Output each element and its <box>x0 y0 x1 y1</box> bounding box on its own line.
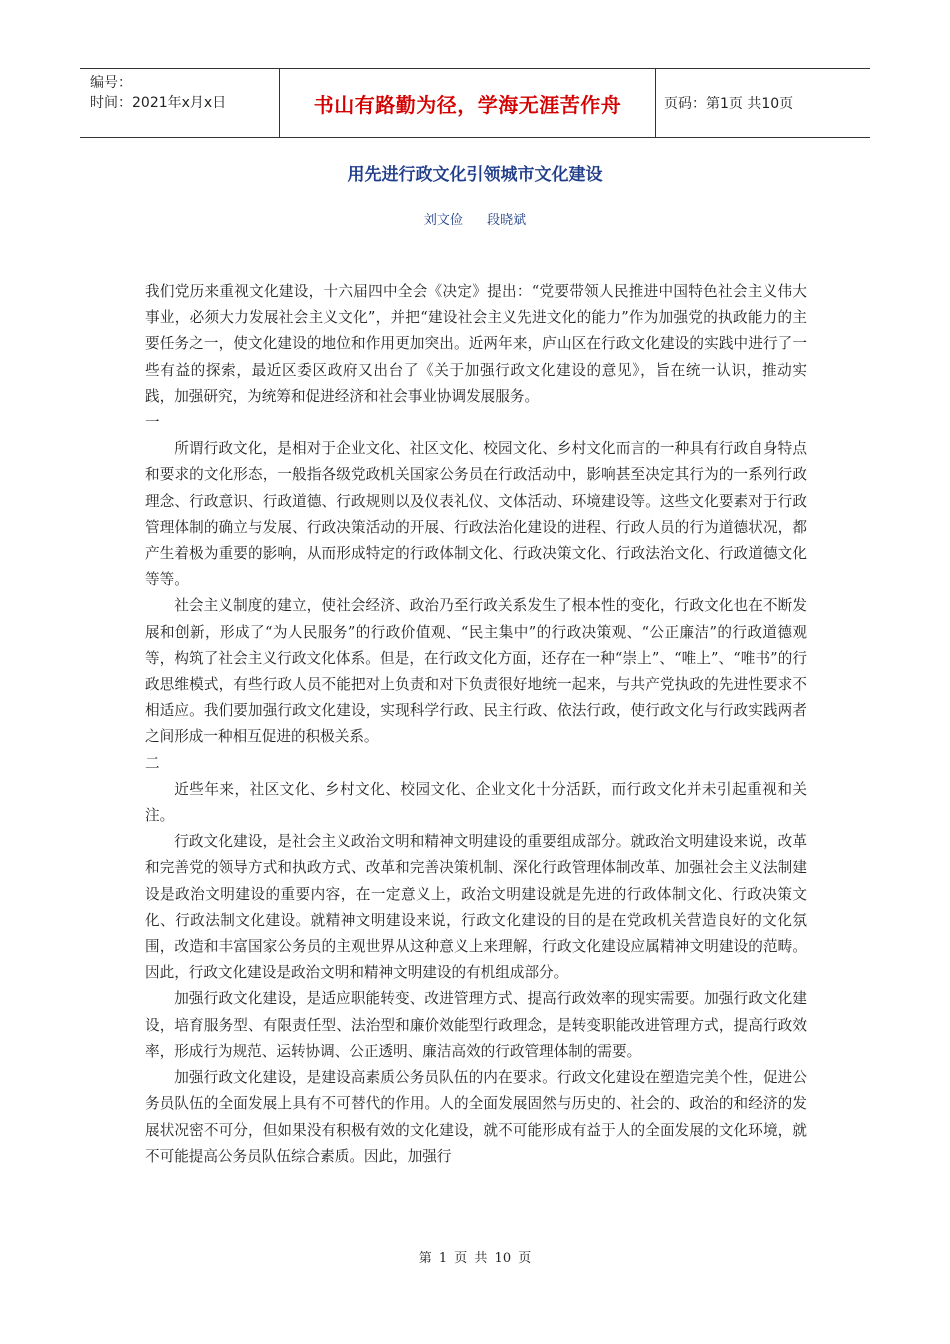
paragraph: 近些年来，社区文化、乡村文化、校园文化、企业文化十分活跃，而行政文化并未引起重视和关注。 <box>145 780 807 825</box>
page-info: 页码：第1页 共10页 <box>664 96 794 112</box>
authors <box>0 209 950 228</box>
paragraph: 行政文化建设，是社会主义政治文明和精神文明建设的重要组成部分。就政治文明建设来说，改革和完善党的领导方式和执政方式、改革和完善决策机制、深化行政管理体制改革、加强社会主义法制建设是政治文明建设的重要内容，在一定意义上，政治文明建设就是先进的行政体制文化、行政决策文化、行政法制文化建设。就精神文明建设来说，行政文化建设的目的是在党政机关营造良好的文化氛围，改造和丰富国家公务员的主观世界从这种意义上来理解，行政文化建设应属精神文明建设的范畴。因此，行政文化建设是政治文明和精神文明建设的有机组成部分。 <box>145 833 807 982</box>
paragraph: 加强行政文化建设，是适应职能转变、改进管理方式、提高行政效率的现实需要。加强行政文化建设，培育服务型、有限责任型、法治型和廉价效能型行政理念，是转变职能改进管理方式，提高行政效率，形成行为规范、运转协调、公正透明、廉洁高效的行政管理体制的需要。 <box>145 990 807 1060</box>
date-line: 时间：2021年x月x日 <box>90 95 227 111</box>
paragraph: 社会主义制度的建立，使社会经济、政治乃至行政关系发生了根本性的变化，行政文化也在不断发展和创新，形成了“为人民服务”的行政价值观、“民主集中”的行政决策观、“公正廉洁”的行政道德观等，构筑了社会主义行政文化体系。但是，在行政文化方面，还存在一种“崇上”、“唯上”、“唯书”的行政思维模式，有些行政人员不能把对上负责和对下负责很好地统一起来，与共产党执政的先进性要求不相适应。我们要加强行政文化建设，实现科学行政、民主行政、依法行政，使行政文化与行政实践两者之间形成一种相互促进的积极关系。 <box>145 597 807 746</box>
document-header <box>80 68 870 138</box>
document-body <box>145 279 807 1170</box>
number-label: 编号： <box>90 75 132 91</box>
section-number: 二 <box>145 754 160 772</box>
paragraph: 所谓行政文化，是相对于企业文化、社区文化、校园文化、乡村文化而言的一种具有行政自身特点和要求的文化形态，一般指各级党政机关国家公务员在行政活动中，影响甚至决定其行为的一系列行政理念、行政意识、行政道德、行政规则以及仪表礼仪、文体活动、环境建设等。这些文化要素对于行政管理体制的确立与发展、行政决策活动的开展、行政法治化建设的进程、行政人员的行为道德状况，都产生着极为重要的影响，从而形成特定的行政体制文化、行政决策文化、行政法治文化、行政道德文化等等。 <box>145 440 807 589</box>
document-title: 用先进行政文化引领城市文化建设 <box>347 165 603 185</box>
section-number: 一 <box>145 414 160 432</box>
paragraph: 加强行政文化建设，是建设高素质公务员队伍的内在要求。行政文化建设在塑造完美个性，促进公务员队伍的全面发展上具有不可替代的作用。人的全面发展固然与历史的、社会的、政治的和经济的发展状况密不可分，但如果没有积极有效的文化建设，就不可能形成有益于人的全面发展的文化环境，就不可能提高公务员队伍综合素质。因此，加强行 <box>145 1069 807 1165</box>
motto: 书山有路勤为径，学海无涯苦作舟 <box>280 69 656 137</box>
page-footer: 第 1 页 共 10 页 <box>418 1251 532 1266</box>
paragraph: 我们党历来重视文化建设，十六届四中全会《决定》提出：“党要带领人民推进中国特色社会主义伟大事业，必须大力发展社会主义文化”，并把“建设社会主义先进文化的能力”作为加强党的执政能力的主要任务之一，使文化建设的地位和作用更加突出。近两年来，庐山区在行政文化建设的实践中进行了一些有益的探索，最近区委区政府又出台了《关于加强行政文化建设的意见》，旨在统一认识，推动实践，加强研究，为统筹和促进经济和社会事业协调发展服务。 <box>145 283 807 405</box>
author-name: 刘文俭 <box>423 213 463 228</box>
header-meta <box>80 69 280 137</box>
author-name: 段晓斌 <box>487 213 527 228</box>
